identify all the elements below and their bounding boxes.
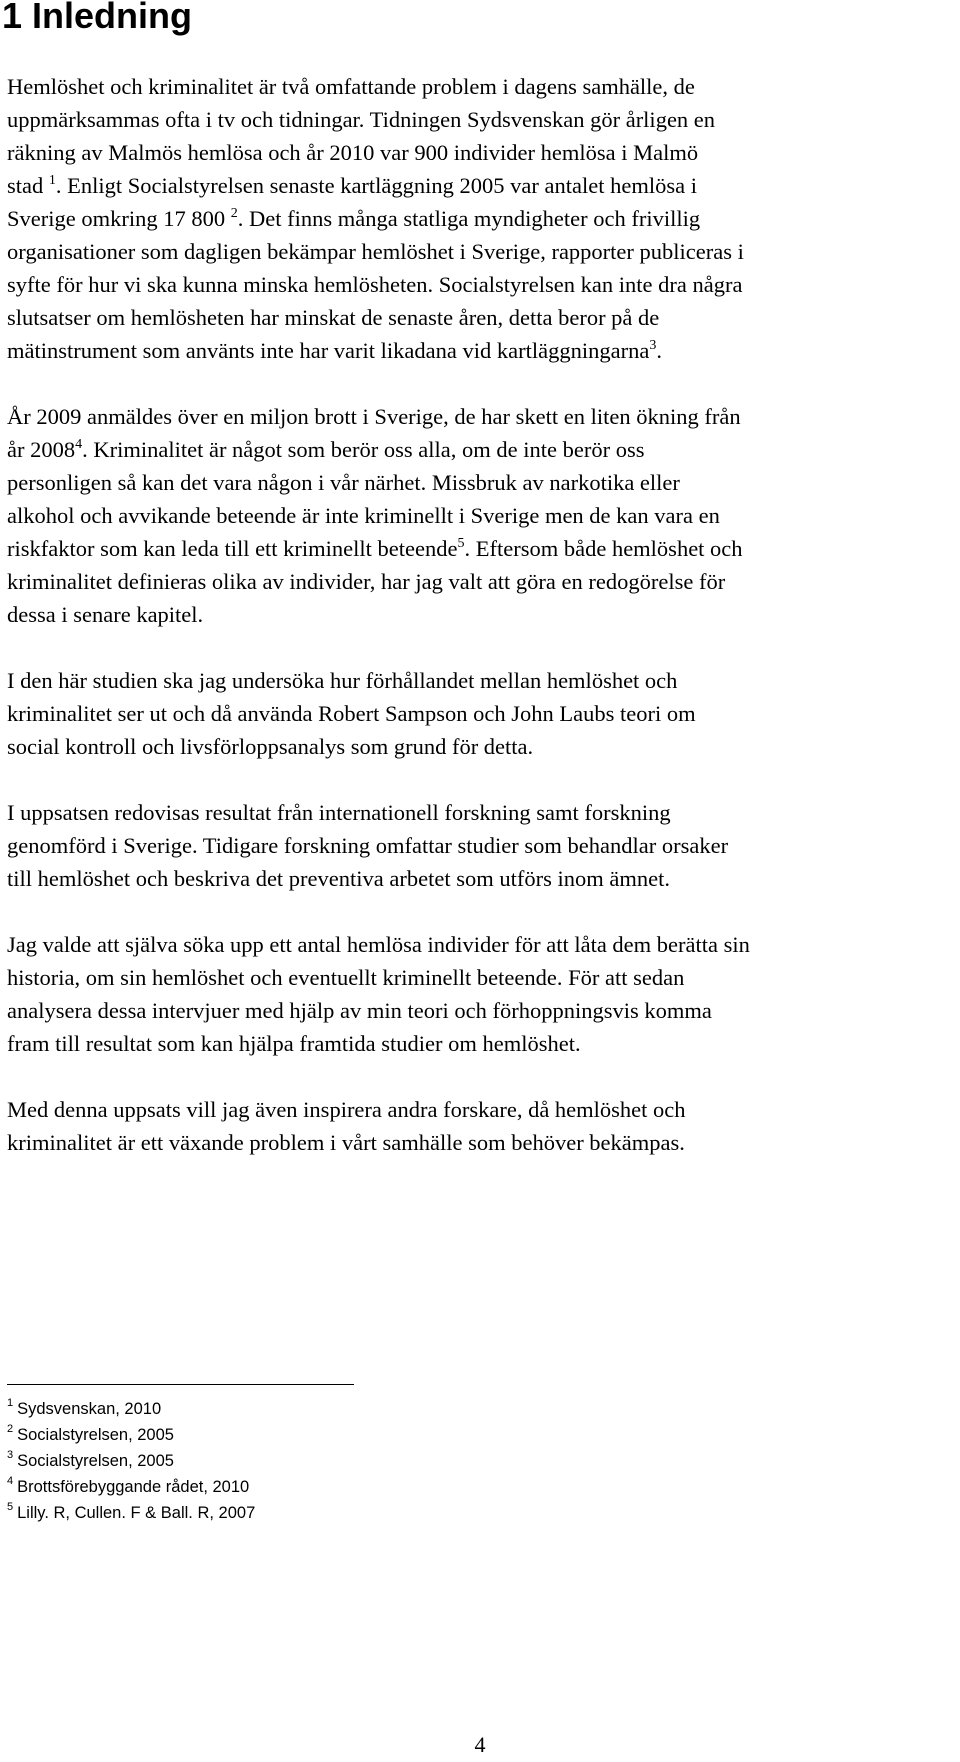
text-segment: riskfaktor som kan leda till ett kriminellt beteende: [7, 536, 458, 561]
text-segment: . Det finns många statliga myndigheter och frivillig: [237, 206, 701, 231]
text-line: [7, 466, 957, 499]
text-line: [7, 268, 957, 301]
footnote-text: Socialstyrelsen, 2005: [17, 1452, 174, 1470]
text-segment: Med denna uppsats vill jag även inspirera andra forskare, då hemlöshet och: [7, 1097, 686, 1122]
footnote-reference: 5: [457, 536, 465, 551]
text-line: [7, 664, 957, 697]
footnote: [7, 1422, 255, 1448]
text-line: [7, 862, 957, 895]
text-segment: analysera dessa intervjuer med hjälp av min teori och förhoppningsvis komma: [7, 998, 712, 1023]
footnote-number: 2: [7, 1423, 14, 1435]
footnote-text: Brottsförebyggande rådet, 2010: [17, 1478, 250, 1496]
footnote: [7, 1448, 255, 1474]
text-line: [7, 202, 957, 235]
text-segment: historia, om sin hemlöshet och eventuellt kriminellt beteende. För att sedan: [7, 965, 685, 990]
text-segment: dessa i senare kapitel.: [7, 602, 204, 627]
text-segment: år 2008: [7, 437, 76, 462]
text-line: [7, 499, 957, 532]
text-segment: genomförd i Sverige. Tidigare forskning omfattar studier som behandlar orsaker: [7, 833, 729, 858]
text-line: [7, 1093, 957, 1126]
text-line: [7, 70, 957, 103]
text-line: [7, 136, 957, 169]
text-line: [7, 730, 957, 763]
text-segment: uppmärksammas ofta i tv och tidningar. Tidningen Sydsvenskan gör årligen en: [7, 107, 716, 132]
footnote-text: Lilly. R, Cullen. F & Ball. R, 2007: [17, 1504, 256, 1522]
body-text: [7, 70, 957, 1192]
text-line: [7, 400, 957, 433]
text-segment: Jag valde att själva söka upp ett antal hemlösa individer för att låta dem berätta sin: [7, 932, 750, 957]
footnote-reference: 3: [649, 338, 657, 353]
text-segment: . Enligt Socialstyrelsen senaste kartläggning 2005 var antalet hemlösa i: [55, 173, 697, 198]
text-segment: till hemlöshet och beskriva det preventiva arbetet som utförs inom ämnet.: [7, 866, 670, 891]
footnote-number: 4: [7, 1475, 14, 1487]
paragraph: [7, 70, 957, 367]
chapter-heading: 1 Inledning: [2, 0, 193, 36]
footnote-text: Sydsvenskan, 2010: [17, 1400, 162, 1418]
text-segment: personligen så kan det vara någon i vår närhet. Missbruk av narkotika eller: [7, 470, 680, 495]
footnote: [7, 1500, 255, 1526]
footnote-reference: 2: [230, 206, 238, 221]
text-segment: syfte för hur vi ska kunna minska hemlösheten. Socialstyrelsen kan inte dra några: [7, 272, 743, 297]
text-segment: stad: [7, 173, 49, 198]
footnote-text: Socialstyrelsen, 2005: [17, 1426, 174, 1444]
paragraph: [7, 400, 957, 631]
footnote-number: 5: [7, 1501, 14, 1513]
text-segment: alkohol och avvikande beteende är inte kriminellt i Sverige men de kan vara en: [7, 503, 720, 528]
text-line: [7, 565, 957, 598]
text-segment: I den här studien ska jag undersöka hur förhållandet mellan hemlöshet och: [7, 668, 678, 693]
footnote-number: 3: [7, 1449, 14, 1461]
paragraph: [7, 1093, 957, 1159]
paragraph: [7, 928, 957, 1060]
footnotes: [7, 1396, 255, 1526]
text-line: [7, 532, 957, 565]
text-segment: kriminalitet är ett växande problem i vårt samhälle som behöver bekämpas.: [7, 1130, 685, 1155]
footnote: [7, 1474, 255, 1500]
text-segment: . Kriminalitet är något som berör oss alla, om de inte berör oss: [82, 437, 645, 462]
text-segment: . Eftersom både hemlöshet och: [464, 536, 743, 561]
footnote-reference: 1: [48, 173, 56, 188]
text-line: [7, 235, 957, 268]
page-number: 4: [474, 1732, 486, 1757]
footnote-reference: 4: [75, 437, 83, 452]
text-line: [7, 103, 957, 136]
text-line: [7, 334, 957, 367]
text-line: [7, 598, 957, 631]
text-segment: social kontroll och livsförloppsanalys som grund för detta.: [7, 734, 534, 759]
paragraph: [7, 664, 957, 763]
footnote-number: 1: [7, 1397, 14, 1409]
footnote: [7, 1396, 255, 1422]
text-line: [7, 829, 957, 862]
text-segment: Sverige omkring 17 800: [7, 206, 231, 231]
text-segment: kriminalitet ser ut och då använda Robert Sampson och John Laubs teori om: [7, 701, 696, 726]
text-line: [7, 433, 957, 466]
text-line: [7, 796, 957, 829]
text-segment: organisationer som dagligen bekämpar hemlöshet i Sverige, rapporter publiceras i: [7, 239, 744, 264]
text-line: [7, 1126, 957, 1159]
text-line: [7, 994, 957, 1027]
text-line: [7, 1027, 957, 1060]
text-segment: Hemlöshet och kriminalitet är två omfattande problem i dagens samhälle, de: [7, 74, 695, 99]
text-line: [7, 697, 957, 730]
text-segment: slutsatser om hemlösheten har minskat de senaste åren, detta beror på de: [7, 305, 660, 330]
text-line: [7, 928, 957, 961]
text-segment: År 2009 anmäldes över en miljon brott i Sverige, de har skett en liten ökning från: [7, 404, 741, 429]
text-line: [7, 301, 957, 334]
text-segment: kriminalitet definieras olika av individer, har jag valt att göra en redogörelse för: [7, 569, 726, 594]
text-line: [7, 169, 957, 202]
text-segment: räkning av Malmös hemlösa och år 2010 var 900 individer hemlösa i Malmö: [7, 140, 699, 165]
text-segment: I uppsatsen redovisas resultat från internationell forskning samt forskning: [7, 800, 671, 825]
text-segment: .: [656, 338, 662, 363]
text-segment: mätinstrument som använts inte har varit likadana vid kartläggningarna: [7, 338, 650, 363]
footnote-separator: [7, 1384, 354, 1385]
paragraph: [7, 796, 957, 895]
text-line: [7, 961, 957, 994]
text-segment: fram till resultat som kan hjälpa framtida studier om hemlöshet.: [7, 1031, 581, 1056]
